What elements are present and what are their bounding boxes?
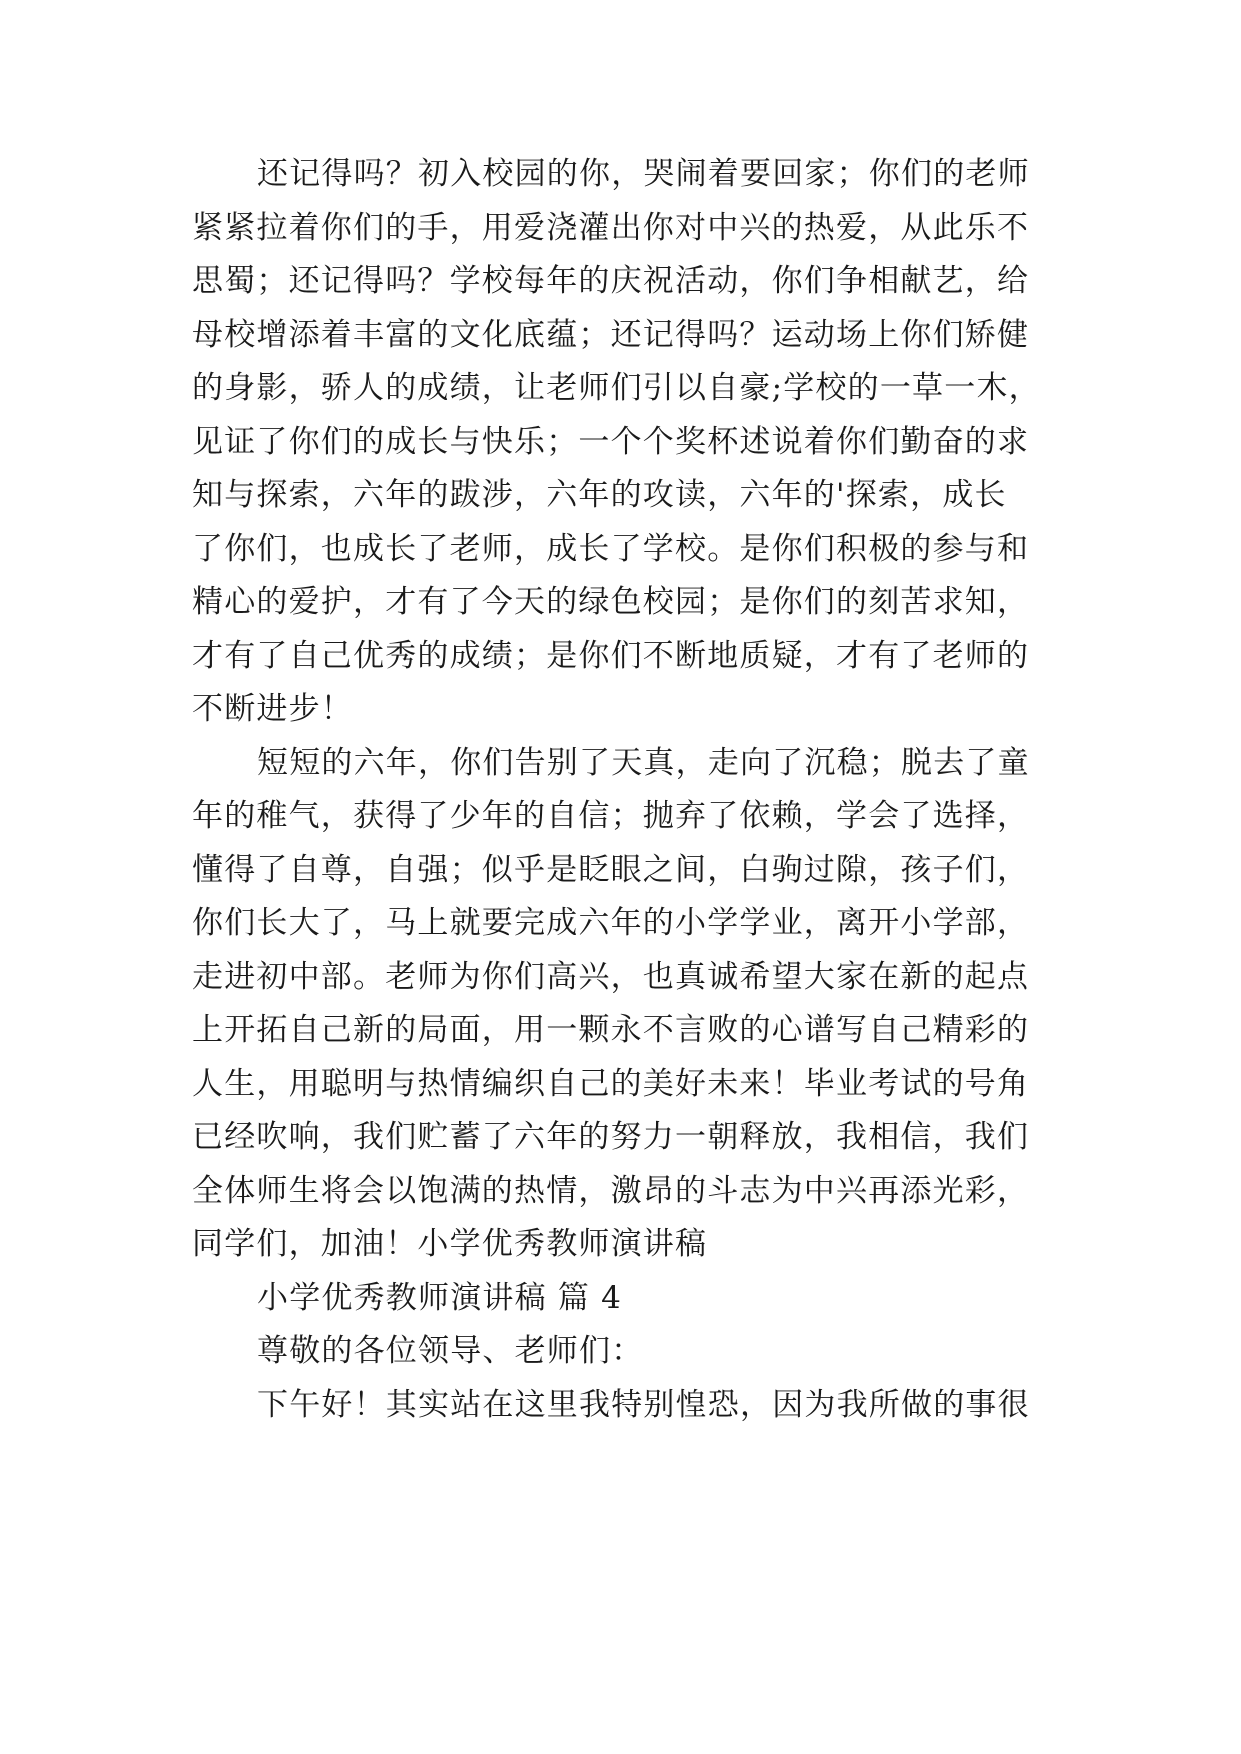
paragraph-2-line-9: 全体师生将会以饱满的热情，激昂的斗志为中兴再添光彩， — [192, 1173, 1030, 1209]
paragraph-1-line-10: 才有了自己优秀的成绩；是你们不断地质疑，才有了老师的 — [192, 638, 1030, 674]
paragraph-1-line-9: 精心的爱护，才有了今天的绿色校园；是你们的刻苦求知， — [192, 584, 1030, 620]
paragraph-1-line-11: 不断进步！ — [192, 691, 353, 727]
paragraph-1-line-2: 紧紧拉着你们的手，用爱浇灌出你对中兴的热爱，从此乐不 — [192, 210, 1030, 246]
paragraph-1-line-8: 了你们，也成长了老师，成长了学校。是你们积极的参与和 — [192, 531, 1030, 567]
paragraph-1-line-4: 母校增添着丰富的文化底蕴；还记得吗？运动场上你们矫健 — [192, 317, 1030, 353]
paragraph-2-line-2: 年的稚气，获得了少年的自信；抛弃了依赖，学会了选择， — [192, 798, 1030, 834]
paragraph-3-line-1: 下午好！其实站在这里我特别惶恐，因为我所做的事很 — [257, 1387, 1030, 1423]
paragraph-1-line-5: 的身影，骄人的成绩，让老师们引以自豪;学校的一草一木， — [192, 370, 1041, 406]
paragraph-2-line-3: 懂得了自尊，自强；似乎是眨眼之间，白驹过隙，孩子们， — [192, 852, 1030, 888]
paragraph-1-line-3: 思蜀；还记得吗？学校每年的庆祝活动，你们争相献艺，给 — [192, 263, 1030, 299]
paragraph-2-line-6: 上开拓自己新的局面，用一颗永不言败的心谱写自己精彩的 — [192, 1012, 1030, 1048]
section-heading: 小学优秀教师演讲稿 篇 4 — [257, 1280, 623, 1316]
paragraph-2-line-10: 同学们，加油！小学优秀教师演讲稿 — [192, 1226, 708, 1262]
paragraph-2-line-7: 人生，用聪明与热情编织自己的美好未来！毕业考试的号角 — [192, 1066, 1030, 1102]
paragraph-2-line-5: 走进初中部。老师为你们高兴，也真诚希望大家在新的起点 — [192, 959, 1030, 995]
paragraph-1-line-7: 知与探索，六年的跋涉，六年的攻读，六年的'探索，成长 — [192, 477, 1007, 513]
salutation: 尊敬的各位领导、老师们： — [257, 1333, 644, 1369]
paragraph-2-line-4: 你们长大了，马上就要完成六年的小学学业，离开小学部， — [192, 905, 1030, 941]
paragraph-1-line-6: 见证了你们的成长与快乐；一个个奖杯述说着你们勤奋的求 — [192, 424, 1030, 460]
paragraph-1-line-1: 还记得吗？初入校园的你，哭闹着要回家；你们的老师 — [257, 156, 1030, 192]
paragraph-2-line-8: 已经吹响，我们贮蓄了六年的努力一朝释放，我相信，我们 — [192, 1119, 1030, 1155]
paragraph-2-line-1: 短短的六年，你们告别了天真，走向了沉稳；脱去了童 — [257, 745, 1030, 781]
